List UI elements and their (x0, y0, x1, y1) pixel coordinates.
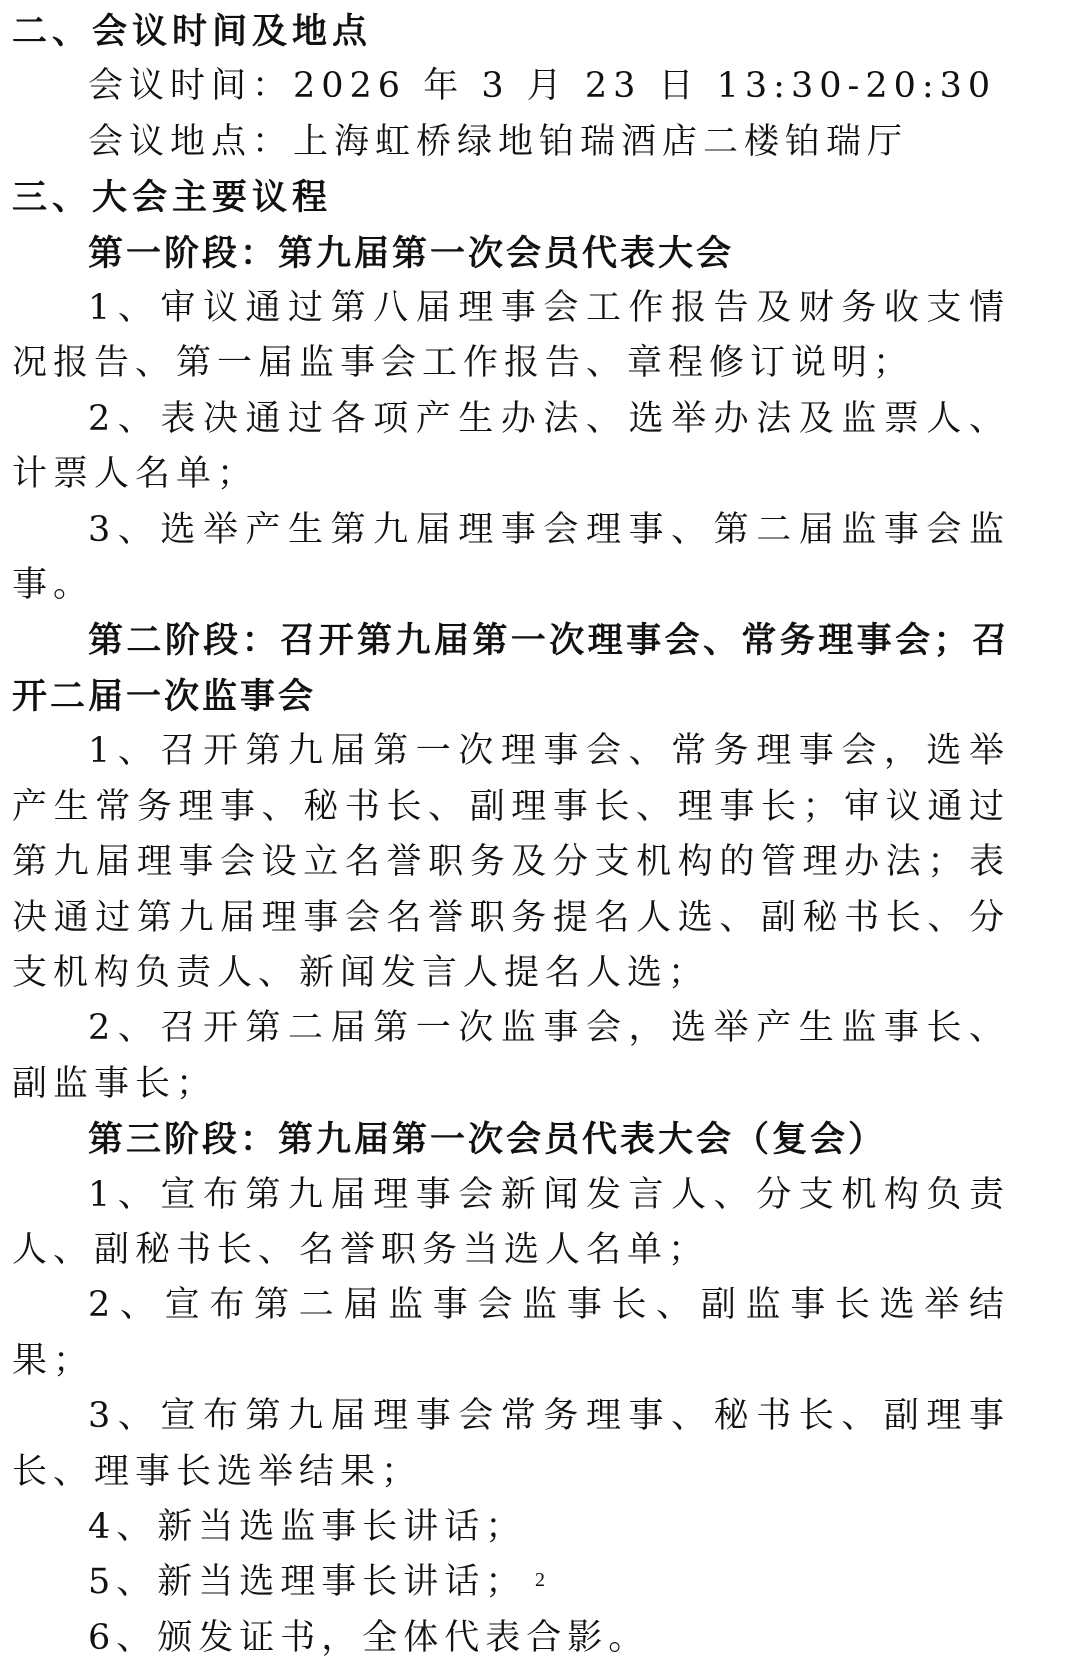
document-page (12, 4, 1010, 1666)
stage-three-item: 5、新当选理事长讲话； (88, 1562, 527, 1603)
stage-one-title: 第一阶段：第九届第一次会员代表大会 (88, 232, 735, 274)
stage-one-item: 1、审议通过第八届理事会工作报告及财务收支情况报告、第一届监事会工作报告、章程修订说明； (12, 288, 1010, 384)
stage-three-item: 1、宣布第九届理事会新闻发言人、分支机构负责人、副秘书长、名誉职务当选人名单； (12, 1174, 1010, 1270)
stage-two-title: 第二阶段：召开第九届第一次理事会、常务理事会；召开二届一次监事会 (12, 620, 1010, 717)
stage-two-item: 2、召开第二届第一次监事会，选举产生监事长、副监事长； (12, 1008, 1010, 1104)
meeting-time: 会议时间：2026 年 3 月 23 日 13:30-20:30 (88, 66, 997, 107)
section-heading-time-location: 二、会议时间及地点 (12, 11, 373, 52)
stage-one-item: 3、选举产生第九届理事会理事、第二届监事会监事。 (12, 509, 1010, 606)
stage-one-item: 2、表决通过各项产生办法、选举办法及监票人、计票人名单； (12, 398, 1010, 495)
meeting-location: 会议地点：上海虹桥绿地铂瑞酒店二楼铂瑞厅 (88, 121, 909, 162)
stage-three-title: 第三阶段：第九届第一次会员代表大会（复会） (88, 1119, 887, 1161)
page-number: 2 (535, 1569, 545, 1591)
stage-three-item: 3、宣布第九届理事会常务理事、秘书长、副理事长、理事长选举结果； (12, 1396, 1010, 1492)
stage-three-item: 4、新当选监事长讲话； (88, 1506, 527, 1547)
stage-three-item: 2、宣布第二届监事会监事长、副监事长选举结果； (12, 1285, 1010, 1381)
section-heading-agenda: 三、大会主要议程 (12, 177, 333, 219)
stage-three-item: 6、颁发证书，全体代表合影。 (88, 1617, 650, 1658)
stage-two-item: 1、召开第九届第一次理事会、常务理事会，选举产生常务理事、秘书长、副理事长、理事长；审议通过第九届理事会设立名誉职务及分支机构的管理办法；表决通过第九届理事会名誉职务提名人选、副秘书长、分支机构负责人、新闻发言人提名人选； (12, 731, 1010, 993)
